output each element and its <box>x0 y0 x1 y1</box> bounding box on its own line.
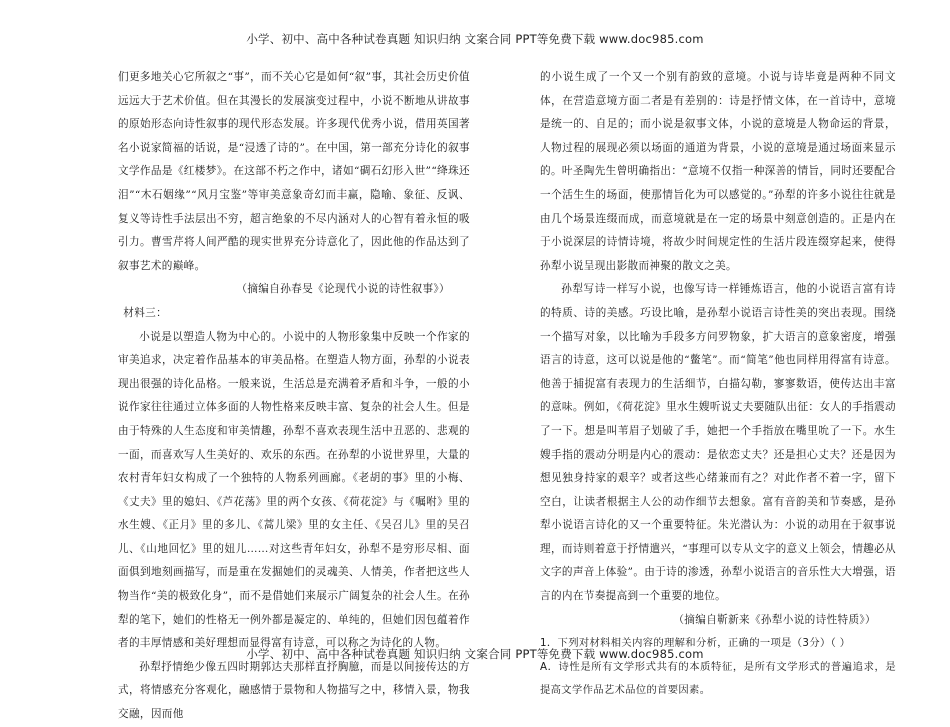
left-column <box>118 66 470 727</box>
source-citation: （摘编自孙春旻《论现代小说的诗性叙事》） <box>236 283 450 296</box>
passage-paragraph: 孙犁写诗一样写小说，也像写诗一样锤炼语言，他的小说语言富有诗的特质、诗的美感。巧设比喻，是孙犁小说语言诗性美的突出表现。围绕一个描写对象，以比喻为手段多方问罗物象，扩大语言的意象密度，增强语言的诗意，这可以说是他的“鳖笔”。而“简笔”他也同样用得富有诗意。他善于捕捉富有表现力的生活细节，白描勾勒，寥寥数语，使传达出丰富的意味。例如，《荷花淀》里水生嫂听说丈夫要随队出征：女人的手指震动了一下。想是叫苇眉子划破了手，她把一个手指放在嘴里吮了一下。水生嫂手指的震动分明是内心的震动：是依恋丈夫？还是担心丈夫？还是因为想见独身持家的艰辛？或者这些心绪兼而有之？对此作者不着一字，留下空白，让读者根据主人公的动作细节去想象。富有音韵美和节奏感，是孙犁小说语言诗化的又一个重要特征。朱光潜认为：小说的动用在于叙事说理，而诗则着意于抒情遣兴，“事理可以专从文字的意义上领会，情趣必从文字的声音上体验”。由于诗的渗透，孙犁小说语言的音乐性大大增强，语言的内在节奏提高到一个重要的地位。 <box>540 283 896 603</box>
passage-paragraph: 们更多地关心它所叙之“事”，而不关心它是如何“叙”事，其社会历史价值远远大于艺术价值。但在其漫长的发展演变过程中，小说不断地从讲故事的原始形态向诗性叙事的现代形态发展。许多现代优秀小说，借用英国著名小说家简福的话说，是“浸透了诗的”。在中国，第一部充分诗化的叙事文学作品是《红楼梦》。在这部不朽之作中，诸如“碉石幻形入世”“绛珠还泪”“木石姻缘”“风月宝鉴”等审美意象奇幻而丰赢，隐喻、象征、反讽、复义等诗性手法层出不穷，超言绝象的不尽内涵对人的心智有着永恒的吸引力。曹雪芹将人间严酷的现实世界充分诗意化了，因此他的作品达到了叙事艺术的巅峰。 <box>118 71 470 272</box>
passage-paragraph: 的小说生成了一个又一个别有韵致的意境。小说与诗毕竟是两种不同文体，在营造意境方面二者是有差别的：诗是抒情文体，在一首诗中，意境是统一的、自足的；而小说是叙事文体，小说的意境是人物命运的背景，人物过程的展现必须以场面的通道为背景，小说的意境是通过场面来显示的。叶圣陶先生曾明确指出：“意境不仅指一种深善的情旨，同时还要配合一个活生生的场面，使那情旨化为可以感觉的。”孙犁的许多小说往往就是由几个场景连缀而成，而意境就是在一定的场景中刻意创造的。正是内在于小说深层的诗情诗境，将故少时间规定性的生活片段连缀穿起来，使得孙犁小说呈现出影散而神聚的散文之美。 <box>540 71 896 272</box>
passage-paragraph: 孙犁抒情绝少像五四时期郭达夫那样直抒胸臆，而是以间接传达的方式，将情感充分客观化，融感情于景物和人物描写之中，移情入景，物我交融，因而他 <box>118 660 470 721</box>
page-header-watermark: 小学、初中、高中各种试卷真题 知识归纳 文案合同 PPT等免费下载 www.doc985.com <box>246 32 704 46</box>
material-label: 材料三： <box>123 306 168 319</box>
source-citation: （摘编自靳新来《孙犁小说的诗性特质》） <box>673 613 876 626</box>
page-footer-watermark: 小学、初中、高中各种试卷真题 知识归纳 文案合同 PPT等免费下载 www.doc985.com <box>246 647 704 661</box>
question-stem: 1．下列对材料相关内容的理解和分析，正确的一项是（3分）（ ） <box>540 637 851 650</box>
question-option-a: A．诗性是所有文学形式共有的本质特征，是所有文学形式的普遍追求，是提高文学作品艺术品位的首要因素。 <box>540 660 896 697</box>
right-column <box>540 66 896 703</box>
passage-paragraph: 小说是以塑造人物为中心的。小说中的人物形象集中反映一个作家的审美追求，决定着作品基本的审美品格。在塑造人物方面，孙犁的小说表现出很强的诗化品格。一般来说，生活总是充满着矛盾和斗争，一般的小说作家往往通过立体多面的人物性格来反映丰富、复杂的社会人生。但是由于特殊的人生态度和审美情趣，孙犁不喜欢表现生活中丑恶的、悲观的一面，而喜欢写人生美好的、欢乐的东西。在孙犁的小说世界里，大量的农村青年妇女构成了一个独特的人物系列画廊。《老胡的事》里的小梅、《丈夫》里的媳妇、《芦花荡》里的两个女孩、《荷花淀》与《嘱咐》里的水生嫂、《正月》里的多儿、《蒿儿梁》里的女主任、《吴召儿》里的吴召儿、《山地回忆》里的妞儿……对这些青年妇女，孙犁不是穷形尽相、面面俱到地刻画描写，而是重在发掘她们的灵魂美、人情美，作者把这些人物当作“美的极致化身”，而不是借她们来展示广阔复杂的社会人生。在孙犁的笔下，她们的性格无一例外都是凝定的、单纯的，但她们因包蕴着作者的丰厚情感和美好理想而显得富有诗意，可以称之为诗化的人物。 <box>118 330 470 650</box>
